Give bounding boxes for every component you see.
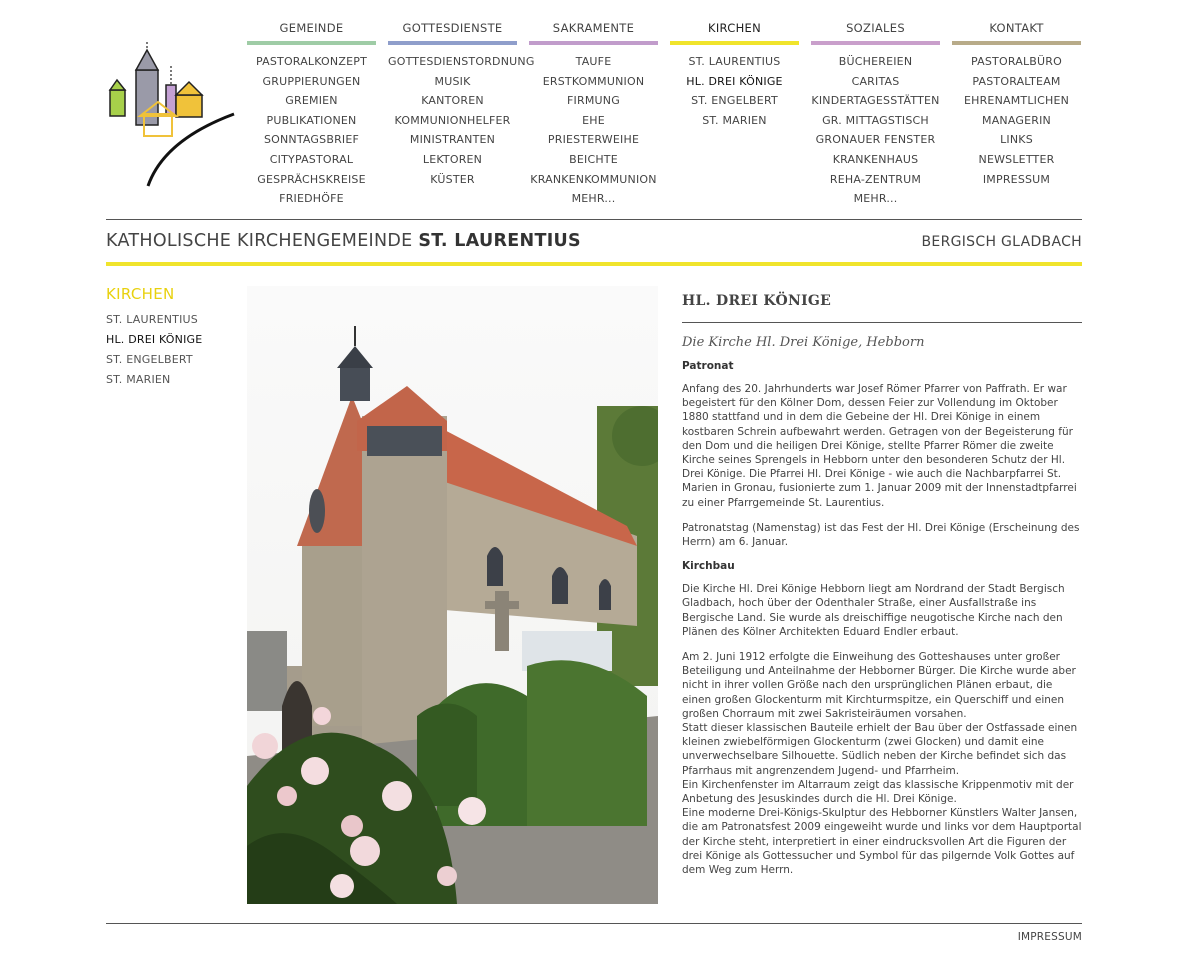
site-title-prefix: KATHOLISCHE KIRCHENGEMEINDE — [106, 231, 413, 251]
nav-item[interactable]: PASTORALTEAM — [972, 74, 1061, 88]
nav-submenu-kontakt — [952, 45, 1081, 189]
nav-item[interactable]: IMPRESSUM — [982, 172, 1051, 186]
nav-item[interactable]: GREMIEN — [285, 94, 338, 108]
footer-rule — [106, 923, 1082, 924]
nav-item[interactable]: ST. MARIEN — [702, 113, 767, 127]
nav-item[interactable]: SONNTAGSBRIEF — [263, 133, 360, 147]
nav-column-gottesdienste — [388, 20, 535, 189]
sidebar-nav — [106, 310, 202, 390]
paragraph-kirchbau-location: Die Kirche Hl. Drei Könige Hebborn liegt am Nordrand der Stadt Bergisch Gladbach, hoch über der Odenthaler Straße, einer Ausfallstraße ins Bergische Land. Sie wurde als dreischiffige neugotische Kirche nach den Plänen des Kölner Architekten Eduard Endler erbaut. — [682, 583, 1065, 638]
nav-item[interactable]: KRANKENHAUS — [832, 152, 919, 166]
section-heading-kirchbau: Kirchbau — [682, 560, 735, 573]
nav-item[interactable]: MEHR... — [853, 192, 898, 206]
paragraph-patronat-history: Anfang des 20. Jahrhunderts war Josef Römer Pfarrer von Paffrath. Er war begeistert für den Kölner Dom, dessen Feier zur Vollendung im Oktober 1880 stattfand und in dem die Gebeine der Hl. Drei Könige in einem kostbaren Schrein aufbewahrt werden. Getragen von der Begeisterung für den Dom und die heiligen Drei Könige, stellte Pfarrer Römer die zweite Kirche seines Sprengels in Hebborn unter den besonderen Schutz der Hl. Drei Könige. Die Pfarrei Hl. Drei Könige - wie auch die Nachbarpfarrei St. Marien in Gronau, fusionierte zum 1. Januar 2009 mit der Innenstadtpfarrei zu einer Pfarrgemeinde St. Laurentius. — [682, 383, 1077, 509]
church-photo — [247, 286, 658, 904]
article — [682, 293, 1082, 888]
nav-item[interactable]: PASTORALBÜRO — [971, 55, 1062, 68]
nav-item[interactable]: KÜSTER — [430, 172, 475, 186]
nav-item[interactable]: KRANKENKOMMUNION — [530, 172, 657, 186]
nav-item[interactable]: REHA-ZENTRUM — [829, 172, 922, 186]
site-title-bold: ST. LAURENTIUS — [418, 231, 581, 251]
nav-item[interactable]: CITYPASTORAL — [269, 152, 354, 166]
nav-tab-soziales[interactable]: SOZIALES — [811, 20, 940, 45]
nav-item[interactable]: EHE — [582, 113, 605, 127]
nav-item[interactable]: HL. DREI KÖNIGE — [686, 74, 783, 88]
footer-impressum-link[interactable]: IMPRESSUM — [1017, 931, 1082, 943]
nav-item[interactable]: PUBLIKATIONEN — [266, 113, 357, 127]
nav-item[interactable]: KOMMUNIONHELFER — [394, 113, 511, 127]
sidebar-heading[interactable]: KIRCHEN — [106, 285, 175, 303]
nav-item[interactable]: KANTOREN — [421, 94, 484, 108]
sidebar-item-hl-drei-koenige[interactable]: HL. DREI KÖNIGE — [106, 333, 203, 346]
nav-item[interactable]: GR. MITTAGSTISCH — [822, 113, 929, 127]
nav-item[interactable]: EHRENAMTLICHEN — [963, 94, 1070, 108]
nav-item[interactable]: GESPRÄCHSKREISE — [257, 172, 366, 186]
nav-submenu-kirchen — [670, 45, 799, 130]
nav-item[interactable]: FIRMUNG — [567, 94, 620, 108]
paragraph-kirchbau-history: Am 2. Juni 1912 erfolgte die Einweihung des Gotteshauses unter großer Beteiligung und Anteilnahme der Hebborner Bürger. Die Kirche wurde aber nicht in ihrer vollen Größe nach den ursprünglichen Plänen erbaut, die einen großen Glockenturm mit Kirchturmspitze, ein Querschiff und einen großen Chorraum mit zwei Sakristeiräumen vorsahen. Statt dieser klassischen Bauteile erhielt der Bau über der Ostfassade einen kleinen zwiebelförmigen Glockenturm (zwei Glocken) und damit eine unverwechselbare Silhouette. Südlich neben der Kirche befindet sich das Pfarrhaus mit angrenzendem Jugend- und Pfarrheim. Ein Kirchenfenster im Altarraum zeigt das klassische Krippenmotiv mit der Anbetung des Jesuskindes durch die Hl. Drei Könige. Eine moderne Drei-Königs-Skulptur des Hebborner Künstlers Walter Jansen, die am Patronatsfest 2009 eingeweiht wurde und links vor dem Hauptportal der Kirche steht, interpretiert in einer eindrucksvollen Art die Figuren der drei Könige als Gottessucher und Symbol für das pilgernde Volk Gottes auf dem Weg zum Herrn. — [682, 651, 1082, 877]
nav-submenu-soziales — [811, 45, 940, 209]
nav-item[interactable]: FRIEDHÖFE — [279, 192, 344, 206]
site-title[interactable] — [106, 231, 581, 251]
sidebar-item-st-marien[interactable]: ST. MARIEN — [106, 373, 171, 386]
nav-column-kirchen — [670, 20, 799, 130]
nav-tab-gemeinde[interactable]: GEMEINDE — [247, 20, 376, 45]
nav-submenu-sakramente — [529, 45, 658, 209]
nav-item[interactable]: CARITAS — [851, 74, 900, 88]
site-city: BERGISCH GLADBACH — [921, 234, 1082, 250]
nav-column-kontakt — [952, 20, 1081, 189]
nav-tab-kontakt[interactable]: KONTAKT — [952, 20, 1081, 45]
nav-item[interactable]: MINISTRANTEN — [409, 133, 496, 147]
sidebar-item-st-engelbert[interactable]: ST. ENGELBERT — [106, 353, 193, 366]
nav-item[interactable]: MANAGERIN — [982, 113, 1051, 127]
sidebar-item-st-laurentius[interactable]: ST. LAURENTIUS — [106, 313, 198, 326]
nav-item[interactable]: GRUPPIERUNGEN — [262, 74, 361, 88]
article-subtitle: Die Kirche Hl. Drei Könige, Hebborn — [682, 335, 925, 350]
page-title: HL. DREI KÖNIGE — [682, 293, 1082, 323]
nav-tab-kirchen[interactable]: KIRCHEN — [670, 20, 799, 45]
nav-item[interactable]: LEKTOREN — [422, 152, 483, 166]
nav-item[interactable]: PASTORALKONZEPT — [255, 55, 367, 68]
nav-item[interactable]: ERSTKOMMUNION — [542, 74, 645, 88]
nav-item[interactable]: ST. ENGELBERT — [691, 94, 778, 108]
nav-column-gemeinde — [247, 20, 376, 209]
nav-item[interactable]: GOTTESDIENSTORDNUNG — [388, 55, 535, 68]
nav-item[interactable]: TAUFE — [575, 55, 612, 68]
nav-item[interactable]: PRIESTERWEIHE — [547, 133, 640, 147]
nav-item[interactable]: MEHR... — [571, 192, 616, 206]
nav-item[interactable]: ST. LAURENTIUS — [688, 55, 781, 68]
nav-submenu-gottesdienste — [388, 45, 535, 189]
nav-item[interactable]: BEICHTE — [569, 152, 618, 166]
nav-column-soziales — [811, 20, 940, 209]
parish-logo[interactable] — [104, 40, 238, 188]
nav-submenu-gemeinde — [247, 45, 376, 209]
header-rule — [106, 219, 1082, 220]
nav-column-sakramente — [529, 20, 658, 209]
nav-item[interactable]: GRONAUER FENSTER — [815, 133, 936, 147]
accent-rule — [106, 262, 1082, 266]
paragraph-patronatstag: Patronatstag (Namenstag) ist das Fest der Hl. Drei Könige (Erscheinung des Herrn) am 6. Januar. — [682, 521, 1080, 549]
section-heading-patronat: Patronat — [682, 360, 734, 372]
nav-item[interactable]: LINKS — [1000, 133, 1033, 147]
nav-item[interactable]: NEWSLETTER — [978, 152, 1055, 166]
nav-tab-gottesdienste[interactable]: GOTTESDIENSTE — [388, 20, 517, 45]
nav-item[interactable]: MUSIK — [434, 74, 471, 88]
nav-item[interactable]: BÜCHEREIEN — [838, 55, 913, 68]
nav-item[interactable]: KINDERTAGESSTÄTTEN — [811, 94, 940, 108]
nav-tab-sakramente[interactable]: SAKRAMENTE — [529, 20, 658, 45]
